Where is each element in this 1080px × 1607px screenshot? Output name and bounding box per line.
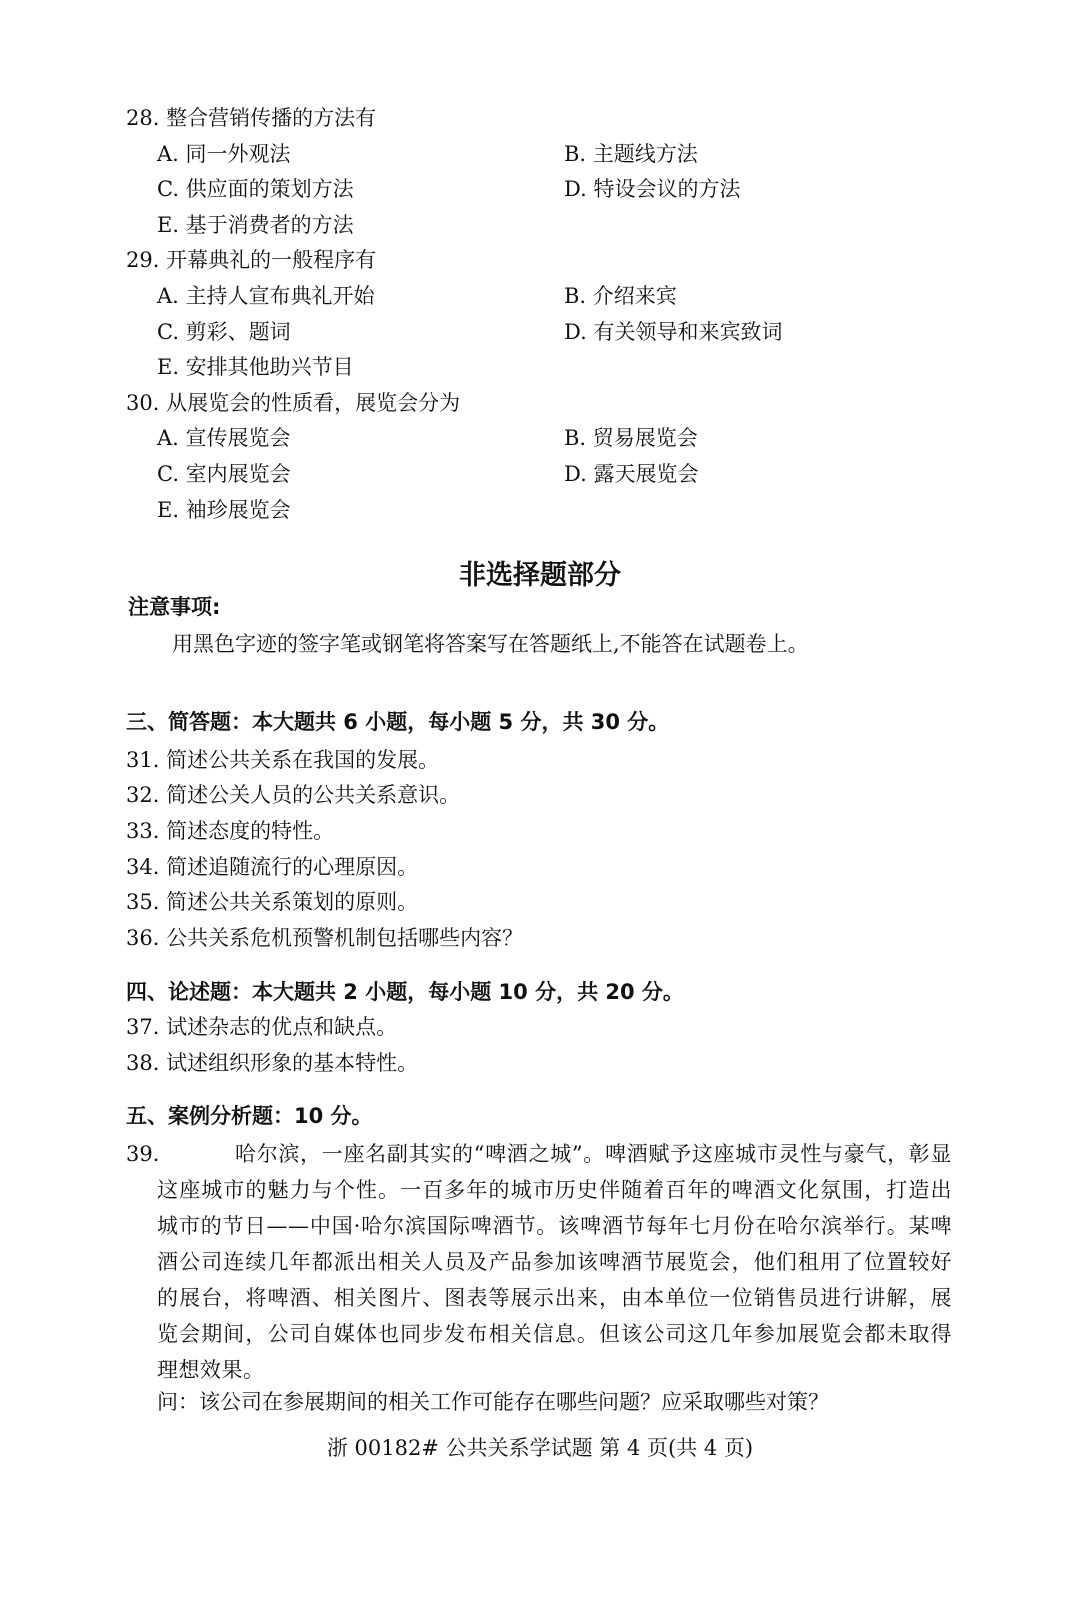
short-answer-item: 33. 简述态度的特性。 <box>126 819 335 843</box>
option: E. 基于消费者的方法 <box>157 213 354 237</box>
option: D. 特设会议的方法 <box>564 177 741 201</box>
case-number: 39. <box>126 1142 160 1166</box>
page-footer: 浙 00182# 公共关系学试题 第 4 页(共 4 页) <box>326 1436 754 1460</box>
option: D. 有关领导和来宾致词 <box>564 320 783 344</box>
short-answer-item: 32. 简述公关人员的公共关系意识。 <box>126 783 461 807</box>
case-block <box>126 1136 952 1388</box>
option: B. 贸易展览会 <box>564 426 698 450</box>
case-text: 哈尔滨，一座名副其实的“啤酒之城”。啤酒赋予这座城市灵性与豪气，彰显这座城市的魅力与个性。一百多年的城市历史伴随着百年的啤酒文化氛围，打造出城市的节日——中国·哈尔滨国际啤酒节。该啤酒节每年七月份在哈尔滨举行。某啤酒公司连续几年都派出相关人员及产品参加该啤酒节展览会，他们租用了位置较好的展台，将啤酒、相关图片、图表等展示出来，由本单位一位销售员进行讲解，展览会期间，公司自媒体也同步发布相关信息。但该公司这几年参加展览会都未取得理想效果。 <box>157 1142 952 1382</box>
question-stem: 29. 开幕典礼的一般程序有 <box>126 248 377 272</box>
section-heading: 三、简答题：本大题共 6 小题，每小题 5 分，共 30 分。 <box>126 710 670 734</box>
option: B. 主题线方法 <box>564 142 698 166</box>
option: B. 介绍来宾 <box>564 284 677 308</box>
short-answer-item: 35. 简述公共关系策划的原则。 <box>126 890 419 914</box>
section-heading: 五、案例分析题：10 分。 <box>126 1104 373 1128</box>
short-answer-item: 36. 公共关系危机预警机制包括哪些内容？ <box>126 926 524 950</box>
notice-text: 用黑色字迹的签字笔或钢笔将答案写在答题纸上,不能答在试题卷上。 <box>172 632 809 656</box>
option: D. 露天展览会 <box>564 462 699 486</box>
option: A. 宣传展览会 <box>157 426 291 450</box>
question-stem: 28. 整合营销传播的方法有 <box>126 106 377 130</box>
option: C. 室内展览会 <box>157 462 291 486</box>
option: C. 供应面的策划方法 <box>157 177 354 201</box>
option: C. 剪彩、题词 <box>157 320 291 344</box>
notice-heading: 注意事项: <box>128 595 221 619</box>
short-answer-item: 34. 简述追随流行的心理原因。 <box>126 855 419 879</box>
case-question: 问：该公司在参展期间的相关工作可能存在哪些问题？应采取哪些对策？ <box>157 1390 829 1414</box>
part-title: 非选择题部分 <box>459 560 621 591</box>
short-answer-item: 31. 简述公共关系在我国的发展。 <box>126 748 440 772</box>
question-stem: 30. 从展览会的性质看，展览会分为 <box>126 391 461 415</box>
option: A. 主持人宣布典礼开始 <box>157 284 375 308</box>
section-heading: 四、论述题：本大题共 2 小题，每小题 10 分，共 20 分。 <box>126 980 684 1004</box>
essay-item: 38. 试述组织形象的基本特性。 <box>126 1051 419 1075</box>
essay-item: 37. 试述杂志的优点和缺点。 <box>126 1015 398 1039</box>
option: E. 袖珍展览会 <box>157 498 291 522</box>
option: A. 同一外观法 <box>157 142 291 166</box>
option: E. 安排其他助兴节目 <box>157 355 354 379</box>
